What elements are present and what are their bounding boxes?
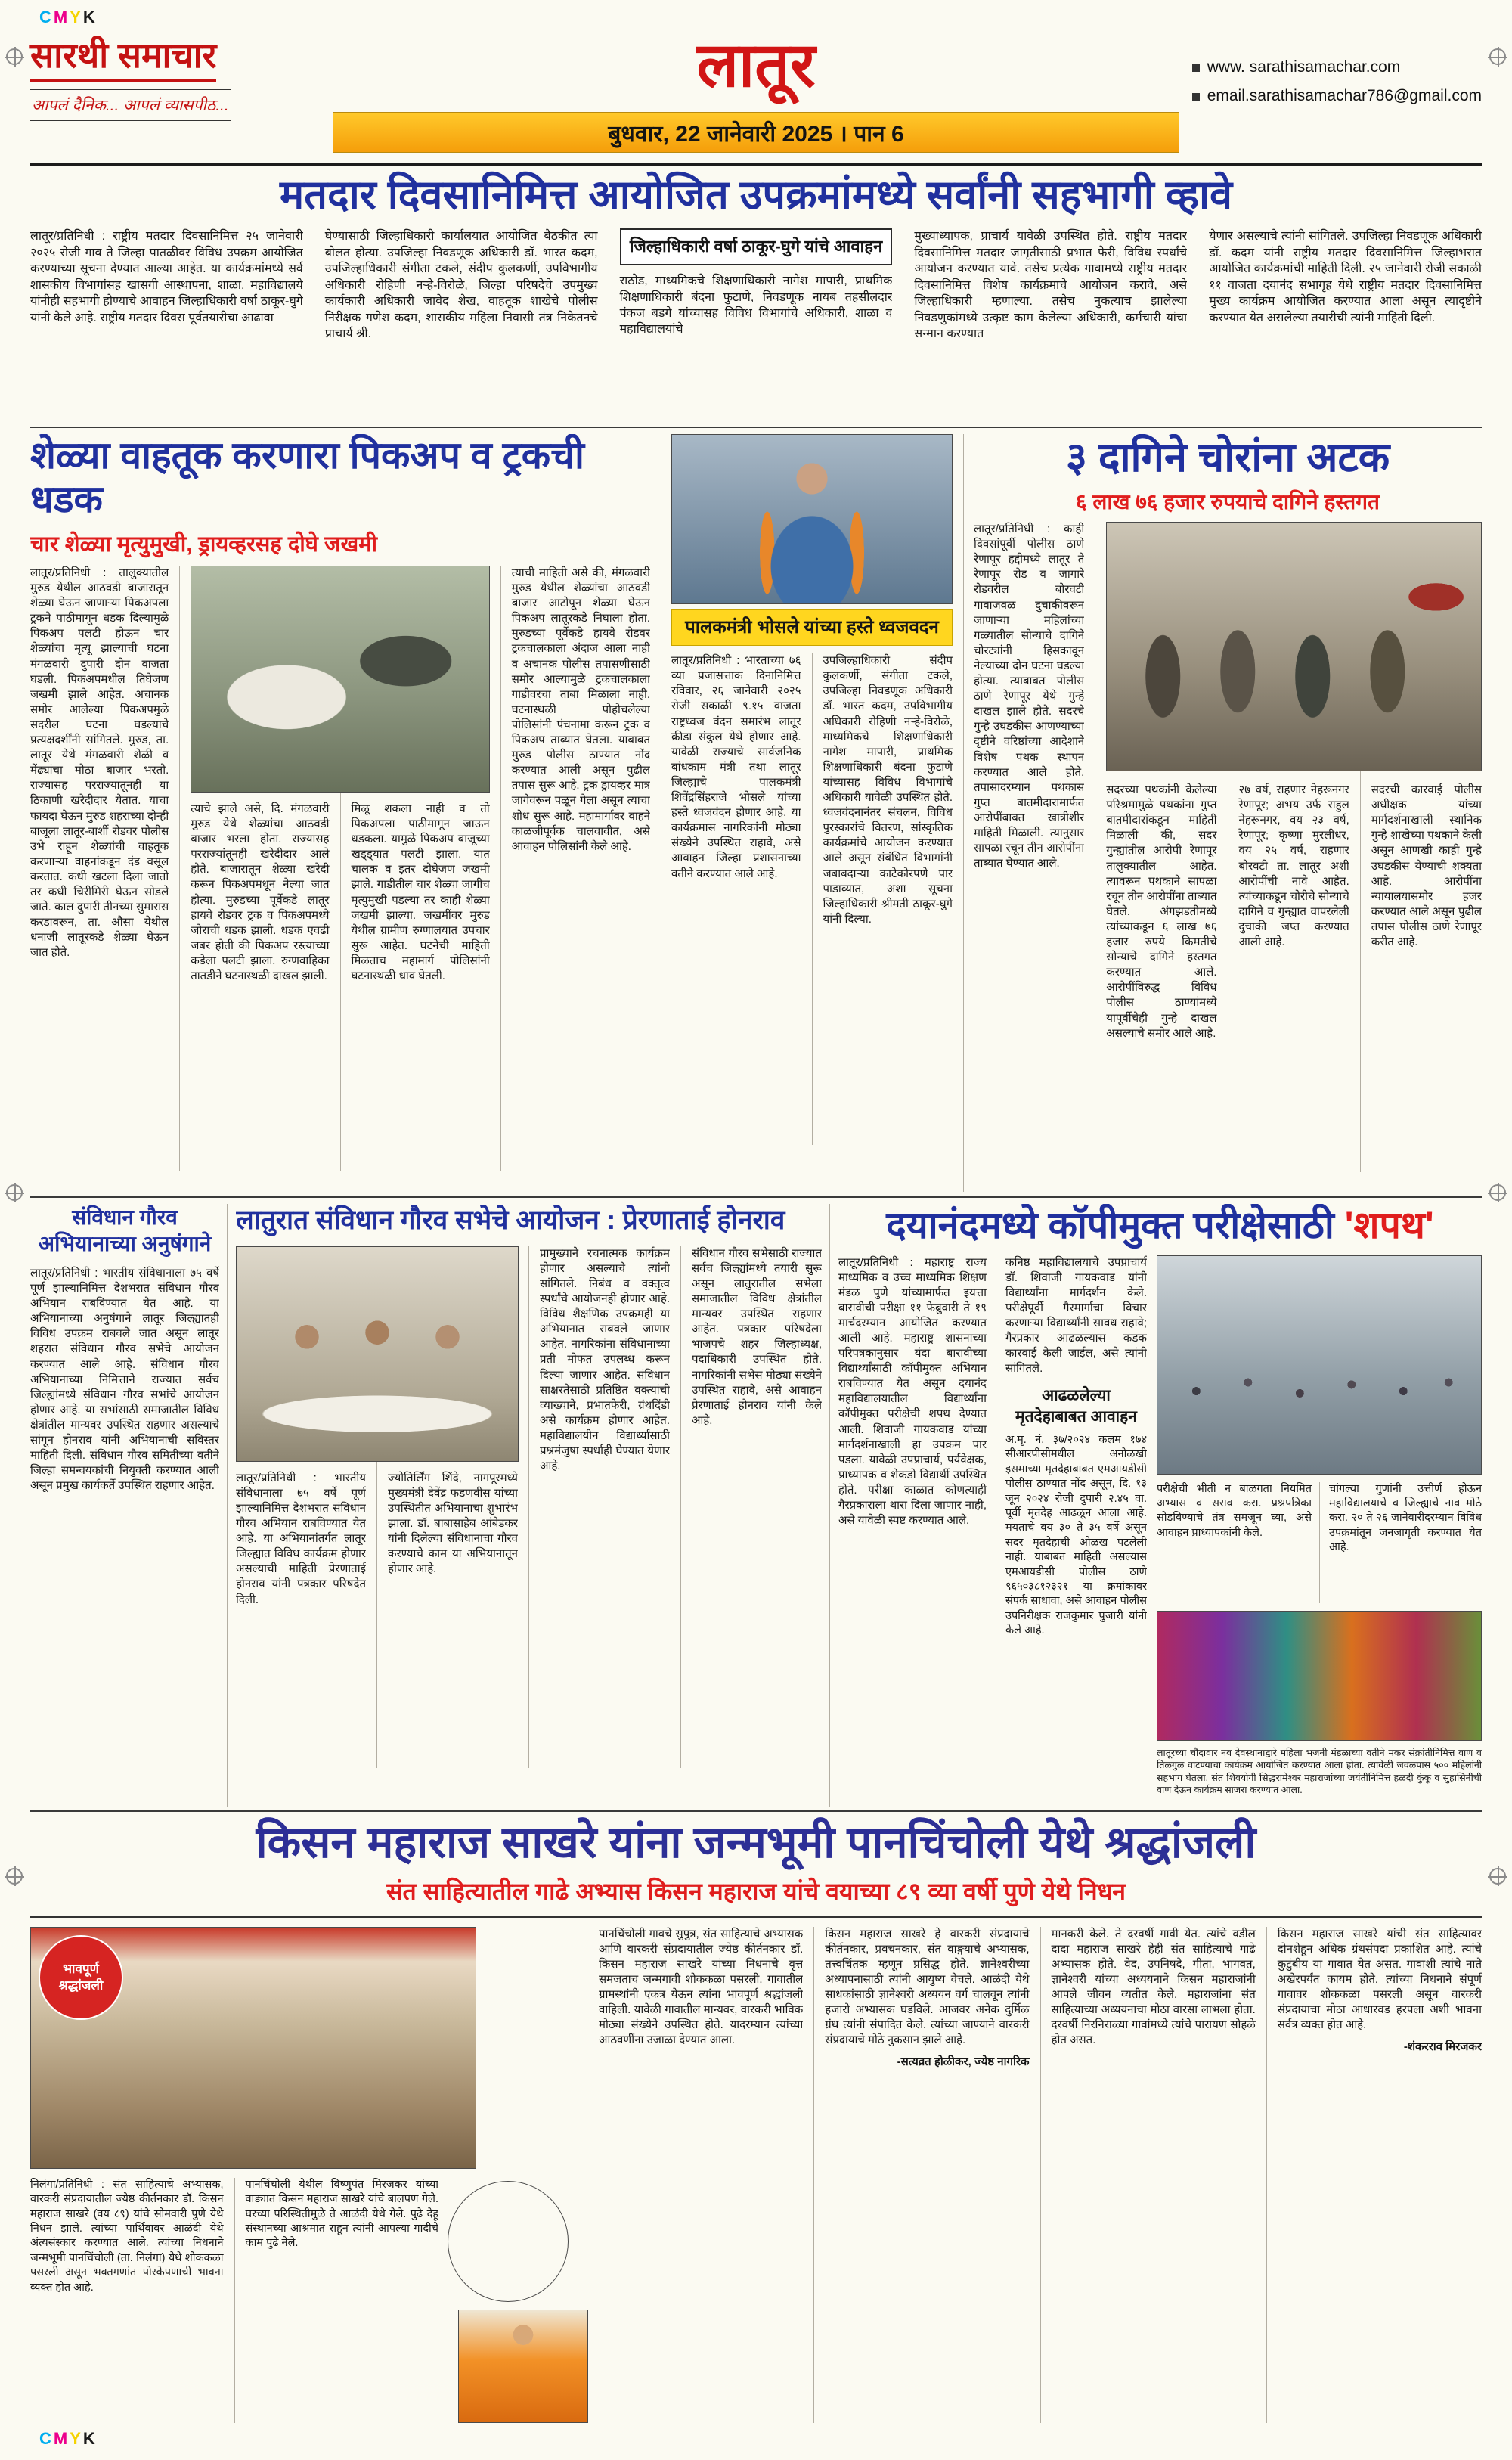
article-text: त्याची माहिती असे की, मंगळवारी मुरुड येथील शेळ्यांचा आठवडी बाजार आटोपून शेळ्या घेऊन पिकअप लातूरकडे निघाला होता. मुरुडच्या पूर्वेकडे हायवे रोडवर ट्रकचालकाला अंदाज आला नाही व अचानक पोलीस तपासणीसाठी समोर आल्यामुळे ट्रकचालकाला गाडीवरचा ताबा मिळाला नाही. घटनास्थळी पोहोचलेल्या पोलिसांनी पंचनामा करून ट्रक व पिकअप ताब्यात घेतला. याबाबत मुरुड पोलीस ठाण्यात नोंद करण्यात आली असून पुढील तपास सुरू आहे. ट्रक ड्रायव्हर मात्र जागेवरून पळून गेला असून त्याचा शोध सुरू आहे. महामार्गावर वाहने काळजीपूर्वक चालवावीत, असे आवाहन पोलिसांनी केले आहे. xyxy=(511,566,650,853)
oath-column xyxy=(996,1255,1147,1801)
oath-story xyxy=(838,1204,1482,1807)
samvidhan-side-story xyxy=(30,1204,219,1807)
article-text: प्रामुख्याने रचनात्मक कार्यक्रम होणार असल्याचे त्यांनी सांगितले. निबंध व वक्तृत्व स्पर्धांचे आयोजनही होणार आहे. विविध शैक्षणिक उपक्रमही या अभियानात राबवले जाणार आहेत. नागरिकांना संविधानाच्या प्रती मोफत उपलब्ध करून दिल्या जाणार आहेत. संविधान साक्षरतेसाठी प्रतिष्ठित वक्त्यांची व्याख्याने, प्रभातफेरी, ग्रंथदिंडी असे कार्यक्रम होणार आहेत. महाविद्यालयीन विद्यार्थ्यांसाठी प्रश्नमंजुषा स्पर्धाही घेण्यात येणार आहे. xyxy=(540,1246,670,1473)
article-text: परीक्षेची भीती न बाळगता नियमित अभ्यास व सराव करा. प्रश्नपत्रिका सोडविण्याचे तंत्र समजून घ्या, असे आवाहन प्राध्यापकांनी केले. xyxy=(1157,1482,1312,1539)
cmyk-print-mark-top xyxy=(39,8,98,27)
goat-column xyxy=(500,566,650,1171)
band-2 xyxy=(30,434,1482,1192)
registration-mark xyxy=(6,48,23,65)
square-bullet-icon xyxy=(1192,93,1200,101)
article-text: लातूर/प्रतिनिधी : भारतीय संविधानाला ७५ वर्षे पूर्ण झाल्यानिमित्त देशभरात संविधान गौरव अभियान राबविण्यात येत आहे. या अभियानाच्या अनुषंगाने लातूर जिल्ह्यातही विविध उपक्रम राबवले जात असून लातूर शहरात संविधान गौरव सभेचे आयोजन करण्यात आले आहे. संविधान गौरव अभियानाच्या निमित्ताने राज्यात सर्वच जिल्ह्यांमध्ये संविधान गौरव सभांचे आयोजन होणार आहे. या सभांसाठी समाजातील विविध क्षेत्रांतील मान्यवर उपस्थित राहणार असल्याचे सांगून होनराव यांनी अभियानाची सविस्तर माहिती दिली. संविधान गौरव समितीच्या वतीने जिल्हा समन्वयकांची नियुक्ती करण्यात आली असून प्रमुख कार्यकर्ते उपस्थित राहणार आहेत. xyxy=(30,1267,219,1493)
article-text: पानचिंचोली येथील विष्णुपंत मिरजकर यांच्या वाड्यात किसन महाराज साखरे यांचे बालपण गेले. घरच्या परिस्थितीमुळे ते आळंदी येथे गेले. पुढे देहू संस्थानच्या आश्रमात राहून त्यांनी आपल्या गादीचे काम पुढे नेले. xyxy=(245,2178,438,2250)
date-bar: बुधवार, 22 जानेवारी 2025 । पान 6 xyxy=(333,112,1179,153)
section-rule xyxy=(30,1810,1482,1812)
memorial-story xyxy=(30,1818,1482,2421)
memorial-subhead: संत साहित्यातील गाढे अभ्यास किसन महाराज यांचे वयाच्या ८९ व्या वर्षी पुणे येथे निधन xyxy=(386,1877,1126,1905)
article-text: लातूर/प्रतिनिधी : महाराष्ट्र राज्य माध्यमिक व उच्च माध्यमिक शिक्षण मंडळ पुणे यांच्यामार्फत इयत्ता बारावीची परीक्षा ११ फेब्रुवारी ते १९ मार्चदरम्यान आयोजित करण्यात आली आहे. महाराष्ट्र शासनाच्या परिपत्रकानुसार यंदा बारावीच्या विद्यार्थ्यांसाठी कॉपीमुक्त अभियान राबविण्यात येत असून दयानंद महाविद्यालयातील विद्यार्थ्यांना कॉपीमुक्त परीक्षेची शपथ देण्यात आली. शिवाजी गायकवाड यांच्या मार्गदर्शनाखाली हा उपक्रम पार पडला. यावेळी उपप्राचार्य, पर्यवेक्षक, प्राध्यापक व शेकडो विद्यार्थी उपस्थित होते. परीक्षा काळात कोणत्याही गैरप्रकाराला थारा दिला जाणार नाही, असे यावेळी स्पष्ट करण्यात आले. xyxy=(838,1255,987,1528)
brand-block xyxy=(30,36,355,121)
memorial-left-columns xyxy=(30,2178,438,2423)
theft-story xyxy=(974,434,1482,1192)
oath-crowd-photo xyxy=(1157,1255,1482,1475)
article-text: त्याचे झाले असे, दि. मंगळवारी मुरुड येथे शेळ्यांचा आठवडी बाजार भरला होता. राज्यासह परराज्यांतूनही खरेदीदार आले होते. बाजारातून शेळ्या खरेदी करून पिकअपमधून नेल्या जात होत्या. मुरुडच्या पूर्वेकडे लातूर हायवे रोडवर ट्रक व पिकअपमध्ये जोराची धडक झाली. धडक एवढी जबर होती की पिकअप रस्त्याच्या कडेला पलटी झाला. रुग्णवाहिका तातडीने घटनास्थळी दाखल झाली. xyxy=(191,802,330,983)
tribute-badge: भावपूर्ण श्रद्धांजली xyxy=(39,1935,123,2020)
registration-mark xyxy=(1489,48,1506,65)
contact-block xyxy=(1192,53,1482,110)
registration-mark xyxy=(6,1184,23,1201)
lead-box-headline: जिल्हाधिकारी वर्षा ठाकूर-घुगे यांचे आवाहन xyxy=(620,228,893,265)
goat-body xyxy=(30,566,650,1171)
memorial-headline: किसन महाराज साखरे यांना जन्मभूमी पानचिंचोली येथे श्रद्धांजली xyxy=(256,1818,1256,1867)
samvidhan-body xyxy=(236,1246,822,1768)
women-photo-caption: लातूरच्या चौदावार नव देवस्थानाद्वारे महिला भजनी मंडळाच्या वतीने मकर संक्रांतीनिमित्त वाण व तिळगुळ वाटण्याचा कार्यक्रम आयोजित करण्यात आला होता. त्यावेळी जवळपास ५०० महिलांनी सहभाग घेतला. संत शिवयोगी सिद्धरामेश्वर महाराजांच्या जयंतीनिमित्त हळदी कुंकू व सुहासिनींची वाण देऊन कार्यक्रम साजरा करण्यात आला. xyxy=(1157,1747,1482,1795)
band-3 xyxy=(30,1204,1482,1807)
lead-column xyxy=(314,228,598,414)
lead-headline: मतदार दिवसानिमित्त आयोजित उपक्रमांमध्ये सर्वांनी सहभागी व्हावे xyxy=(279,172,1233,218)
paper-name: सारथी समाचार xyxy=(30,36,216,82)
article-text: उपजिल्हाधिकारी संदीप कुलकर्णी, संगीता टकले, उपजिल्हा निवडणूक अधिकारी डॉ. भारत कदम, उपविभागीय अधिकारी रोहिणी नऱ्हे-विरोळे, माध्यमिकचे शिक्षणाधिकारी नागेश मापारी, प्राथमिक शिक्षणाधिकारी बंदना फुटाणे यांच्यासह विविध विभागांचे अधिकारी यावेळी उपस्थित होते. ध्वजवंदनानंतर संचलन, विविध पुरस्कारांचे वितरण, सांस्कृतिक कार्यक्रमांचे आयोजन करण्यात आले असून संबंधित विभागांनी जबाबदाऱ्या काटेकोरपणे पार पाडाव्यात, अशा सूचना जिल्हाधिकारी श्रीमती ठाकूर-घुगे यांनी दिल्या. xyxy=(823,654,953,926)
memorial-crowd-photo xyxy=(30,1927,476,2169)
registration-mark xyxy=(6,1868,23,1885)
registration-mark xyxy=(1489,1184,1506,1201)
article-text: कनिष्ठ महाविद्यालयाचे उपप्राचार्य डॉ. शिवाजी गायकवाड यांनी विद्यार्थ्यांना मार्गदर्शन केले. परीक्षेपूर्वी गैरमार्गाचा विचार करणाऱ्या विद्यार्थ्यांनी सावध राहावे; गैरप्रकार आढळल्यास कडक कारवाई केली जाईल, असे त्यांनी सांगितले. xyxy=(1005,1255,1147,1376)
oath-column xyxy=(838,1255,987,1801)
cmyk-m: M xyxy=(53,8,70,26)
samvidhan-column xyxy=(680,1246,822,1768)
column-rule xyxy=(963,434,964,1192)
memorial-column xyxy=(1266,1927,1482,2423)
theft-headline: ३ दागिने चोरांना अटक xyxy=(1065,435,1390,480)
memorial-column xyxy=(1040,1927,1256,2423)
masthead xyxy=(30,33,1482,160)
attribution: -शंकरराव मिरजकर xyxy=(1403,2040,1482,2054)
article-text: लातूर/प्रतिनिधी : तालुक्यातील मुरुड येथील आठवडी बाजारातून शेळ्या घेऊन जाणाऱ्या पिकअपला ट्रकने पाठीमागून धडक दिल्यामुळे पिकअप पलटी होऊन चार शेळ्यांचा मृत्यू झाल्याची घटना मंगळवारी दुपारी दोन वाजता घडली. पिकअपमधील तिघेजण जखमी झाले आहेत. अचानक समोर आलेल्या पिकअपमुळे सदरील घटना घडल्याचे प्रत्यक्षदर्शींनी सांगितले. मुरुड, ता. लातूर येथे मंगळवारी शेळी व मेंढ्यांचा मोठा बाजार भरतो. राज्यासह परराज्यातूनही या ठिकाणी खरेदीदार येतात. याचा फायदा घेऊन मुरुड शहराच्या दोन्ही बाजूला लातूर-बार्शी रोडवर पोलीस उभे राहून शेळ्यांची वाहतूक करणाऱ्या वाहनांकडून दंड वसूल करतात. कधी खटला दिला जातो तर कधी चिरीमिरी घेऊन सोडले जाते. काल दुपारी तीनच्या सुमारास करडावरून, ता. औसा येथील धनाजी लातूरकडे शेळ्या घेऊन जात होते. xyxy=(30,566,169,960)
lead-story xyxy=(30,172,1482,422)
lead-columns xyxy=(30,228,1482,414)
theft-subhead: ६ लाख ७६ हजार रुपयाचे दागिने हस्तगत xyxy=(1076,490,1380,514)
memorial-column xyxy=(599,1927,803,2423)
registration-mark xyxy=(1489,1868,1506,1885)
samvidhan-headline: लातुरात संविधान गौरव सभेचे आयोजन : प्रेरणाताई होनराव xyxy=(236,1205,785,1235)
article-text: ज्योतिर्लिंग शिंदे, नागपूरमध्ये मुख्यमंत्री देवेंद्र फडणवीस यांच्या उपस्थितीत अभियानाचा शुभारंभ झाला. डॉ. बाबासाहेब आंबेडकर यांनी दिलेल्या संविधानाचा गौरव करण्याचे काम या अभियानातून होणार आहे. xyxy=(388,1471,518,1576)
samvidhan-column xyxy=(528,1246,670,1768)
contact-website-row xyxy=(1192,53,1482,82)
article-text: २७ वर्ष, राहणार नेहरूनगर रेणापूर; अभय उर्फ राहुल नेहरूनगर, वय २३ वर्ष, रेणापूर; कृष्णा मुरलीधर, वय २५ वर्ष, राहणार बोरवटी ता. लातूर अशी आरोपींची नावे आहेत. त्यांच्याकडून चोरीचे सोन्याचे दागिने व गुन्ह्यात वापरलेली दुचाकी जप्त करण्यात आली आहे. xyxy=(1238,783,1349,949)
edition-name: लातूर xyxy=(696,31,816,100)
minister-caption: पालकमंत्री भोसले यांच्या हस्ते ध्वजवदन xyxy=(671,609,953,646)
lead-column xyxy=(609,228,893,414)
saint-photo xyxy=(458,2310,588,2423)
flag-columns xyxy=(671,653,953,1145)
column-rule xyxy=(829,1204,830,1807)
article-text: लातूर/प्रतिनिधी : काही दिवसांपूर्वी पोलीस ठाणे रेणापूर हद्दीमध्ये लातूर ते रेणापूर रोड व जागारे रोडवरील बोरवटी गावाजवळ दुचाकीवरून जाणाऱ्या महिलांच्या गळ्यातील सोन्याचे दागिने चोरट्यांनी हिसकावून नेल्याच्या दोन घटना घडल्या होत्या. त्याबाबत पोलीस ठाणे रेणापूर येथे गुन्हे दाखल झाले होते. सदरचे गुन्हे उघडकीस आणण्याच्या दृष्टीने वरिष्ठांच्या आदेशाने विशेष पथक स्थापन करण्यात आले होते. तपासादरम्यान पथकास गुप्त बातमीदारामार्फत आरोपींबाबत खात्रीशीर माहिती मिळाली. त्यानुसार सापळा रचून तीन आरोपींना ताब्यात घेण्यात आले. xyxy=(974,523,1085,870)
section-rule xyxy=(30,1196,1482,1198)
flag-column xyxy=(671,653,801,1145)
article-text: सदरची कारवाई पोलीस अधीक्षक यांच्या मार्गदर्शनाखाली स्थानिक गुन्हे शाखेच्या पथकाने केली असून आणखी काही गुन्हे उघडकीस येण्याची शक्यता आहे. आरोपींना न्यायालयासमोर हजर करण्यात आले असून पुढील तपास पोलीस ठाणे रेणापूर करीत आहे. xyxy=(1371,783,1482,949)
memorial-rule xyxy=(30,1916,1482,1918)
article-text: घेण्यासाठी जिल्हाधिकारी कार्यालयात आयोजित बैठकीत त्या बोलत होत्या. उपजिल्हा निवडणूक अधिकारी डॉ. भारत कदम, उपजिल्हाधिकारी संगीता टकले, संदीप कुलकर्णी, उपविभागीय अधिकारी रोहिणी नऱ्हे-विरोळे, जिल्हा परिषदेचे उपमुख्य कार्यकारी अधिकारी जावेद शेख, वाहतूक शाखेचे पोलीस निरीक्षक गणेश कदम, शासकीय महिला निवासी तंत्र निकेतनचे प्राचार्य श्री. xyxy=(324,230,598,341)
article-text: मुख्याध्यापक, प्राचार्य यावेळी उपस्थित होते. राष्ट्रीय मतदार दिवसानिमित्त मतदार जागृतीसाठी प्रभात फेरी, विविध स्पर्धांचे आयोजन करण्यात यावे. तसेच प्रत्येक गावामध्ये राष्ट्रीय मतदार दिवसानिमित्त विशेष कार्यक्रमाचे आयोजन करावे, असे जिल्हाधिकारी म्हणाल्या. तसेच नुकत्याच झालेल्या निवडणुकांमध्ये उत्कृष्ट काम केलेल्या अधिकारी, कर्मचारी यांचा सन्मान करण्यात xyxy=(914,230,1188,341)
memorial-right-columns xyxy=(599,1927,1482,2423)
column-rule xyxy=(661,434,662,1192)
column-rule xyxy=(227,1204,228,1807)
goat-accident-story xyxy=(30,434,650,1192)
attribution: -सत्यव्रत होळीकर, ज्येष्ठ नागरिक xyxy=(897,2055,1030,2069)
theft-column xyxy=(974,522,1084,1172)
contact-email-row xyxy=(1192,82,1482,110)
theft-body xyxy=(974,522,1482,1172)
lead-column xyxy=(30,228,303,414)
cmyk-k: K xyxy=(82,2429,98,2448)
article-text: राठोड, माध्यमिकचे शिक्षणाधिकारी नागेश मापारी, प्राथमिक शिक्षणाधिकारी बंदना फुटाणे, निवडणूक नायब तहसीलदार पंकज बडगे यांच्यासह विविध विभागांचे अधिकारी, शाळा व महाविद्यालयांचे xyxy=(619,275,893,337)
oath-body xyxy=(838,1255,1482,1801)
goat-headline: शेळ्या वाहतूक करणारा पिकअप व ट्रकची धडक xyxy=(30,434,584,520)
oath-headline xyxy=(838,1204,1482,1248)
oath-column xyxy=(1157,1482,1312,1603)
saint-portrait-circle xyxy=(448,2181,569,2302)
article-text: संविधान गौरव सभेसाठी राज्यात सर्वच जिल्ह्यांमध्ये तयारी सुरू असून लातुरातील सभेला समाजातील विविध क्षेत्रांतील मान्यवर उपस्थित राहणार आहेत. पत्रकार परिषदेला भाजपचे शहर जिल्हाध्यक्ष, पदाधिकारी उपस्थित होते. नागरिकांनी सभेस मोठ्या संख्येने उपस्थित राहावे, असे आवाहन प्रेरणाताई होनराव यांनी केले आहे. xyxy=(692,1246,822,1427)
cmyk-y: Y xyxy=(70,8,83,26)
flag-hoisting-story xyxy=(671,434,953,1192)
oath-column xyxy=(1319,1482,1482,1603)
dead-body-appeal-headline: आढळलेल्या मृतदेहाबाबत आवाहन xyxy=(1015,1387,1137,1425)
goat-column xyxy=(30,566,169,1171)
samvidhan-story xyxy=(236,1204,822,1807)
email-text: email.sarathisamachar786@gmail.com xyxy=(1207,86,1482,104)
article-text: लातूर/प्रतिनिधी : भारतीय संविधानाला ७५ वर्षे पूर्ण झाल्यानिमित्त देशभरात संविधान गौरव अभियान राबविण्यात येत आहे. या अभियानांतर्गत लातूर जिल्ह्यात विविध कार्यक्रम होणार असल्याची माहिती प्रेरणाताई होनराव यांनी पत्रकार परिषदेत दिली. xyxy=(236,1471,366,1606)
cmyk-print-mark-bottom xyxy=(39,2429,98,2449)
article-text: निलंगा/प्रतिनिधी : संत साहित्याचे अभ्यासक, वारकरी संप्रदायातील ज्येष्ठ कीर्तनकार डॉ. किसन महाराज साखरे (वय ८९) यांचे सोमवारी पुणे येथे निधन झाले. त्यांच्या पार्थिवावर आळंदी येथे अंत्यसंस्कार करण्यात आले. त्यांच्या निधनाने जन्मभूमी पानचिंचोली (ता. निलंगा) येथे शोककळा पसरली असून भक्तगणांत पोरकेपणाची भावना व्यक्त होत आहे. xyxy=(30,2178,224,2294)
samvidhan-side-headline: संविधान गौरव अभियानाच्या अनुषंगाने xyxy=(38,1205,212,1255)
article-text: सदरच्या पथकांनी केलेल्या परिश्रमामुळे पथकांना गुप्त बातमीदारांकडून माहिती मिळाली की, सदर गुन्ह्यांतील आरोपी रेणापूर तालुक्यातील आहेत. त्यावरून पथकाने सापळा रचून तीन आरोपींना ताब्यात घेतले. अंगझडतीमध्ये त्यांच्याकडून ६ लाख ७६ हजार रुपये किमतीचे सोन्याचे दागिने हस्तगत करण्यात आले. आरोपींविरुद्ध विविध पोलीस ठाण्यांमध्ये यापूर्वीचेही गुन्हे दाखल असल्याचे समोर आले आहे. xyxy=(1106,783,1217,1040)
website-text: www. sarathisamachar.com xyxy=(1207,58,1401,76)
flag-column xyxy=(812,653,953,1145)
cmyk-m: M xyxy=(53,2429,70,2448)
arrest-photo xyxy=(1106,522,1482,771)
square-bullet-icon xyxy=(1192,64,1200,72)
article-text: किसन महाराज साखरे हे वारकरी संप्रदायाचे कीर्तनकार, प्रवचनकार, संत वाङ्मयाचे अभ्यासक, तत्त्वचिंतक म्हणून प्रसिद्ध होते. ज्ञानेश्वरीच्या अध्यापनासाठी त्यांनी आयुष्य वेचले. आळंदी येथे साधकांसाठी ज्ञानेश्वरी अध्ययन वर्ग चालवून त्यांनी हजारो अभ्यासक घडविले. आजवर अनेक दुर्मिळ ग्रंथ त्यांनी संपादित केले. त्यांच्या जाण्याने वारकरी संप्रदायाचे मोठे नुकसान झाले आहे. xyxy=(825,1927,1030,2047)
article-text: लातूर/प्रतिनिधी : राष्ट्रीय मतदार दिवसानिमित्त २५ जानेवारी २०२५ रोजी गाव ते जिल्हा पातळीवर विविध उपक्रम आयोजित करण्याच्या सूचना देण्यात आल्या आहेत. या कार्यक्रमांमध्ये सर्व शासकीय विभागांसह खासगी आस्थापना, शाळा, महाविद्यालये यांनीही सहभागी होण्याचे आवाहन जिल्हाधिकारी वर्षा ठाकूर-घुगे यांनी केले आहे. राष्ट्रीय मतदार दिवस पूर्वतयारीचा आढावा xyxy=(30,230,303,324)
memorial-body xyxy=(30,1927,1482,2423)
oath-headline-accent: 'शपथ' xyxy=(1344,1204,1434,1246)
women-gathering-photo xyxy=(1157,1611,1482,1741)
header-rule xyxy=(30,163,1482,166)
press-conference-photo xyxy=(236,1246,519,1462)
article-text: मिळू शकला नाही व तो पिकअपला पाठीमागून जाऊन धडकला. यामुळे पिकअप बाजूच्या खड्ड्यात पलटी झाला. यात चालक व इतर दोघेजण जखमी झाले. गाडीतील चार शेळ्या जागीच मृत्युमुखी पडल्या तर काही शेळ्या जखमी झाल्या. जखमींवर मुरुड येथील ग्रामीण रुग्णालयात उपचार सुरू आहेत. घटनेची माहिती मिळताच महामार्ग पोलिसांनी घटनास्थळी धाव घेतली. xyxy=(351,802,490,983)
paper-tagline: आपलं दैनिक... आपलं व्यासपीठ... xyxy=(30,89,231,121)
article-text: अ.मृ. नं. ३७/२०२४ कलम १७४ सीआरपीसीमधील अनोळखी इसमाच्या मृतदेहाबाबत एमआयडीसी पोलीस ठाण्यात नोंद असून, दि. १३ जून २०२४ रोजी दुपारी २.४५ वा. पूर्वी मृतदेह आढळून आला आहे. मयताचे वय ३० ते ३५ वर्षे असून सदर मृतदेहाची ओळख पटलेली नाही. याबाबत माहिती असल्यास एमआयडीसी पोलीस ठाणे ९६५०३८१२३२१ या क्रमांकावर संपर्क साधावा, असे आवाहन पोलीस उपनिरीक्षक राजकुमार पुजारी यांनी केले आहे. xyxy=(1005,1433,1147,1637)
cmyk-c: C xyxy=(39,2429,54,2448)
article-text: चांगल्या गुणांनी उत्तीर्ण होऊन महाविद्यालयाचे व जिल्ह्याचे नाव मोठे करा. २० ते २६ जानेवारीदरम्यान विविध उपक्रमांतून जनजागृती करण्यात येत आहे. xyxy=(1329,1482,1482,1554)
section-rule xyxy=(30,427,1482,428)
article-text: येणार असल्याचे त्यांनी सांगितले. उपजिल्हा निवडणूक अधिकारी डॉ. कदम यांनी राष्ट्रीय मतदार दिवसानिमित्त जिल्हाभरात आयोजित कार्यक्रमांची माहिती दिली. २५ जानेवारी रोजी सकाळी ११ वाजता दयानंद सभागृह येथे राष्ट्रीय मतदार दिवसानिमित्त मुख्य कार्यक्रम आयोजित करण्यात आला असून त्यादृष्टीने करण्यात येत असलेल्या तयारीची त्यांनी माहिती दिली. xyxy=(1209,230,1482,324)
goat-subhead: चार शेळ्या मृत्युमुखी, ड्रायव्हरसह दोघे जखमी xyxy=(30,532,378,557)
lead-column xyxy=(903,228,1187,414)
memorial-column xyxy=(30,2178,224,2423)
oath-headline-main: दयानंदमध्ये कॉपीमुक्त परीक्षेसाठी xyxy=(886,1204,1345,1246)
memorial-column xyxy=(234,2178,439,2423)
article-text: किसन महाराज साखरे यांची संत साहित्यावर दोनशेहून अधिक ग्रंथसंपदा प्रकाशित आहे. त्यांचे कुटुंबीय या गावात येत असत. गावाशी त्यांचे नाते अखेरपर्यंत कायम होते. त्यांच्या निधनाने संपूर्ण गावावर शोककळा पसरली असून वारकरी संप्रदायाचा मोठा आधारवड हरपला अशी भावना सर्वत्र व्यक्त होत आहे. xyxy=(1277,1927,1482,2032)
accident-photo xyxy=(191,566,490,793)
cmyk-c: C xyxy=(39,8,54,26)
article-text: मानकरी केले. ते दरवर्षी गावी येत. त्यांचे वडील दादा महाराज साखरे हेही संत साहित्याचे गाढे अभ्यासक होते. वेद, उपनिषदे, गीता, भागवत, ज्ञानेश्वरी यांच्या अध्ययनाने किसन महाराजांनी आपले जीवन व्यतीत केले. महाराजांना संत साहित्याच्या अध्ययनाचा मोठा वारसा लाभला होता. दरवर्षी निरनिराळ्या गावांमध्ये त्यांचे पारायण सोहळे होत असत. xyxy=(1051,1927,1256,2047)
article-text: लातूर/प्रतिनिधी : भारताच्या ७६ व्या प्रजासत्ताक दिनानिमित्त रविवार, २६ जानेवारी २०२५ रोजी सकाळी ९.१५ वाजता राष्ट्रध्वज वंदन समारंभ लातूर क्रीडा संकुल येथे होणार आहे. यावेळी राज्याचे सार्वजनिक बांधकाम मंत्री तथा लातूर जिल्ह्याचे पालकमंत्री शिवेंद्रसिंहराजे भोसले यांच्या हस्ते ध्वजवंदन होणार आहे. या कार्यक्रमास नागरिकांनी मोठ्या संख्येने उपस्थित राहावे, असे आवाहन जिल्हा प्रशासनाच्या वतीने करण्यात आले आहे. xyxy=(671,654,801,880)
cmyk-y: Y xyxy=(70,2429,83,2448)
memorial-column xyxy=(813,1927,1029,2423)
cmyk-k: K xyxy=(82,8,98,26)
article-text: पानचिंचोली गावचे सुपुत्र, संत साहित्याचे अभ्यासक आणि वारकरी संप्रदायातील ज्येष्ठ कीर्तनकार डॉ. किसन महाराज साखरे यांच्या निधनाचे वृत्त समजताच जन्मगावी शोककळा पसरली. गावातील ग्रामस्थांनी एकत्र येऊन त्यांना भावपूर्ण श्रद्धांजली वाहिली. यावेळी गावातील मान्यवर, वारकरी भाविक मोठ्या संख्येने उपस्थित होते. यादरम्यान त्यांच्या आठवणींना उजाळा देण्यात आला. xyxy=(599,1927,804,2047)
lead-column xyxy=(1198,228,1482,414)
minister-photo xyxy=(671,434,953,604)
